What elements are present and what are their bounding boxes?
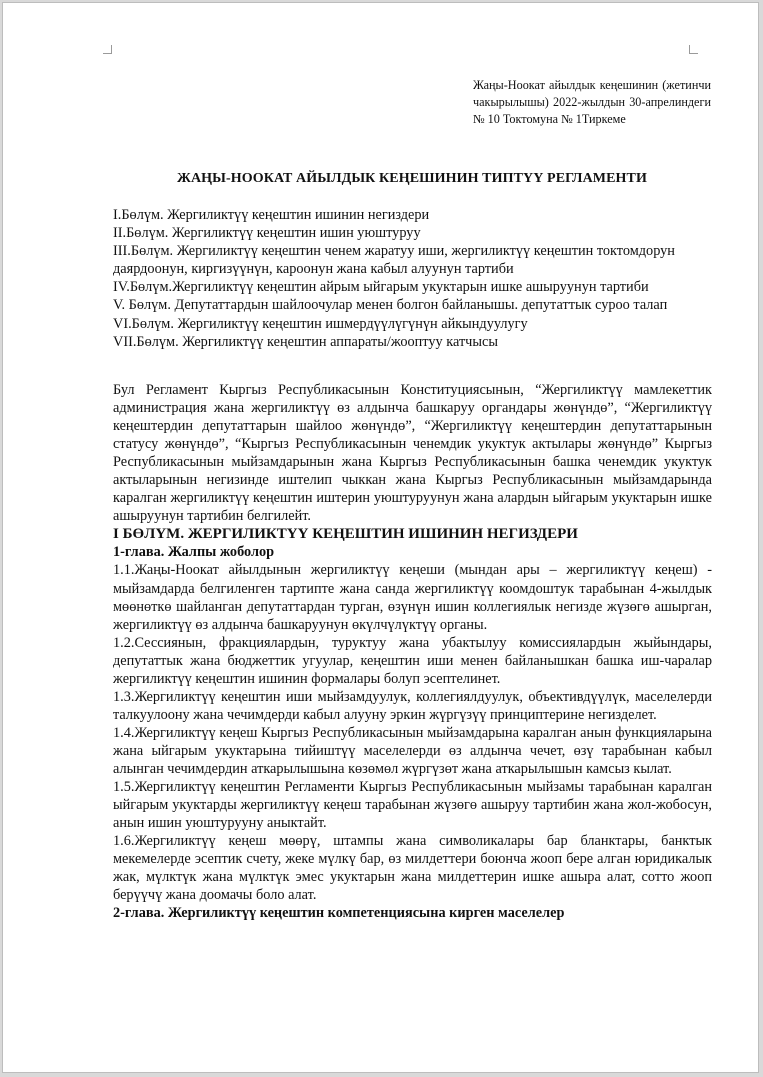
- document-page: [2, 2, 759, 1073]
- clause-paragraph: 1.4.Жергиликтүү кеңеш Кыргыз Республикасынын мыйзамдарына каралган анын функцияларына жана ыйгарым укуктарына тийиштүү маселелерди өз алдынча чечет, өзү тарабынан кабыл алынган чечимдердин аткарылышына көзөмөл жүргүзөт жана аткарылышын камсыз кылат.: [113, 724, 712, 777]
- clause-paragraph: 1.2.Сессиянын, фракциялардын, туруктуу жана убактылуу комиссиялардын жыйындары, депутаттык жана бюджеттик угуулар, кеңештин иши менен байланышкан башка иш-чаралар жергиликтүү кеңештин ишинин формалары болуп эсептелинет.: [113, 634, 712, 687]
- contents-item: I.Бөлүм. Жергиликтүү кеңештин ишинин негиздери: [113, 207, 430, 223]
- clause-paragraph: 1.3.Жергиликтүү кеңештин иши мыйзамдуулук, коллегиялдуулук, объективдүүлүк, маселелерди талкуулоону жана чечимдерди кабыл алууну эркин жүргүзүү принциптерине негизделет.: [113, 688, 712, 723]
- section-heading: I БӨЛҮМ. ЖЕРГИЛИКТҮҮ КЕҢЕШТИН ИШИНИН НЕГИЗДЕРИ: [113, 526, 578, 543]
- contents-item: VI.Бөлүм. Жергиликтүү кеңештин ишмердүүлүгүнүн айкындуулугу: [113, 315, 528, 332]
- preamble-paragraph: Бул Регламент Кыргыз Республикасынын Конституциясынын, “Жергиликтүү мамлекеттик администрация жана жергиликтүү өз алдынча башкаруу органдары жөнүндө”, “Жергиликтүү кеңештердин депутаттарын шайлоо жөнүндө”, “Жергиликтүү кеңештердин депутаттарынын статусу жөнүндө”, “Кыргыз Республикасынын ченемдик укуктук актылары жөнүндө” Кыргыз Республикасынын мыйзамдарынын жана Кыргыз Республикасынын башка ченемдик укуктук актыларынын негизинде иштелип чыккан жана Кыргыз Республикасынын мыйзамдарында каралган жергиликтүү кеңештин иштерин уюштуруунун жана алардын ыйгарым укуктарын ишке ашыруунун тартибин белгилейт.: [113, 382, 712, 525]
- document-title: ЖАҢЫ-НООКАТ АЙЫЛДЫК КЕҢЕШИНИН ТИПТҮҮ РЕГЛАМЕНТИ: [177, 171, 647, 186]
- clause-paragraph: 1.1.Жаңы-Ноокат айылдынын жергиликтүү кеңеши (мындан ары – жергиликтүү кеңеш) - мыйзамдарда белгиленген тартипте жана санда жергиликтүү коомдоштук тарабынан 4-жылдык мөөнөткө шайланган депутаттардан турган, өзүнүн ишин коллегиялык негизде жүзөгө ашырган, жергиликтүү өз алдынча башкаруунун өкүлчүлүктүү органы.: [113, 562, 712, 633]
- table-of-contents: [113, 206, 713, 351]
- chapter-heading: 2-глава. Жергиликтүү кеңештин компетенциясына кирген маселелер: [113, 905, 565, 922]
- clause-paragraph: 1.5.Жергиликтүү кеңештин Регламенти Кыргыз Республикасынын мыйзамы тарабынан каралган ыйгарым укуктарды жергиликтүү кеңеш тарабынан жүзөгө ашыруу тартибин жана жол-жобосун, анын ишин уюштурууну аныктайт.: [113, 779, 712, 832]
- contents-item: IV.Бөлүм.Жергиликтүү кеңештин айрым ыйгарым укуктарын ишке ашыруунун тартиби: [113, 279, 649, 296]
- clause-paragraph: 1.6.Жергиликтүү кеңеш мөөрү, штампы жана символикалары бар бланктары, банктык мекемелерде эсептик счету, жеке мүлкү бар, өз милдеттери боюнча жооп бере алган юридикалык жак, мүлктүк жана мүлктүк эмес укуктарын жана милдеттерин ишке ашыра алат, сотто жооп берүүчү жана доомачы боло алат.: [113, 833, 712, 904]
- chapter-heading: 1-глава. Жалпы жоболор: [113, 544, 275, 561]
- approval-note: Жаңы-Ноокат айылдык кеңешинин (жетинчи чакырылышы) 2022-жылдын 30-апрелиндеги № 10 Токтомуна № 1Тиркеме: [473, 78, 711, 126]
- contents-item: V. Бөлүм. Депутаттардын шайлоочулар менен болгон байланышы. депутаттык суроо талап: [113, 297, 668, 314]
- contents-item: II.Бөлүм. Жергиликтүү кеңештин ишин уюштуруу: [113, 225, 421, 242]
- document-body: [113, 381, 712, 922]
- page-corner-mark: [689, 45, 698, 54]
- contents-item: VII.Бөлүм. Жергиликтүү кеңештин аппараты/жооптуу катчысы: [113, 333, 498, 350]
- contents-item: III.Бөлүм. Жергиликтүү кеңештин ченем жаратуу иши, жергиликтүү кеңештин токтомдорун даярдоонун, киргизүүнүн, кароонун жана кабыл алуунун тартиби: [113, 243, 675, 278]
- page-corner-mark: [103, 45, 112, 54]
